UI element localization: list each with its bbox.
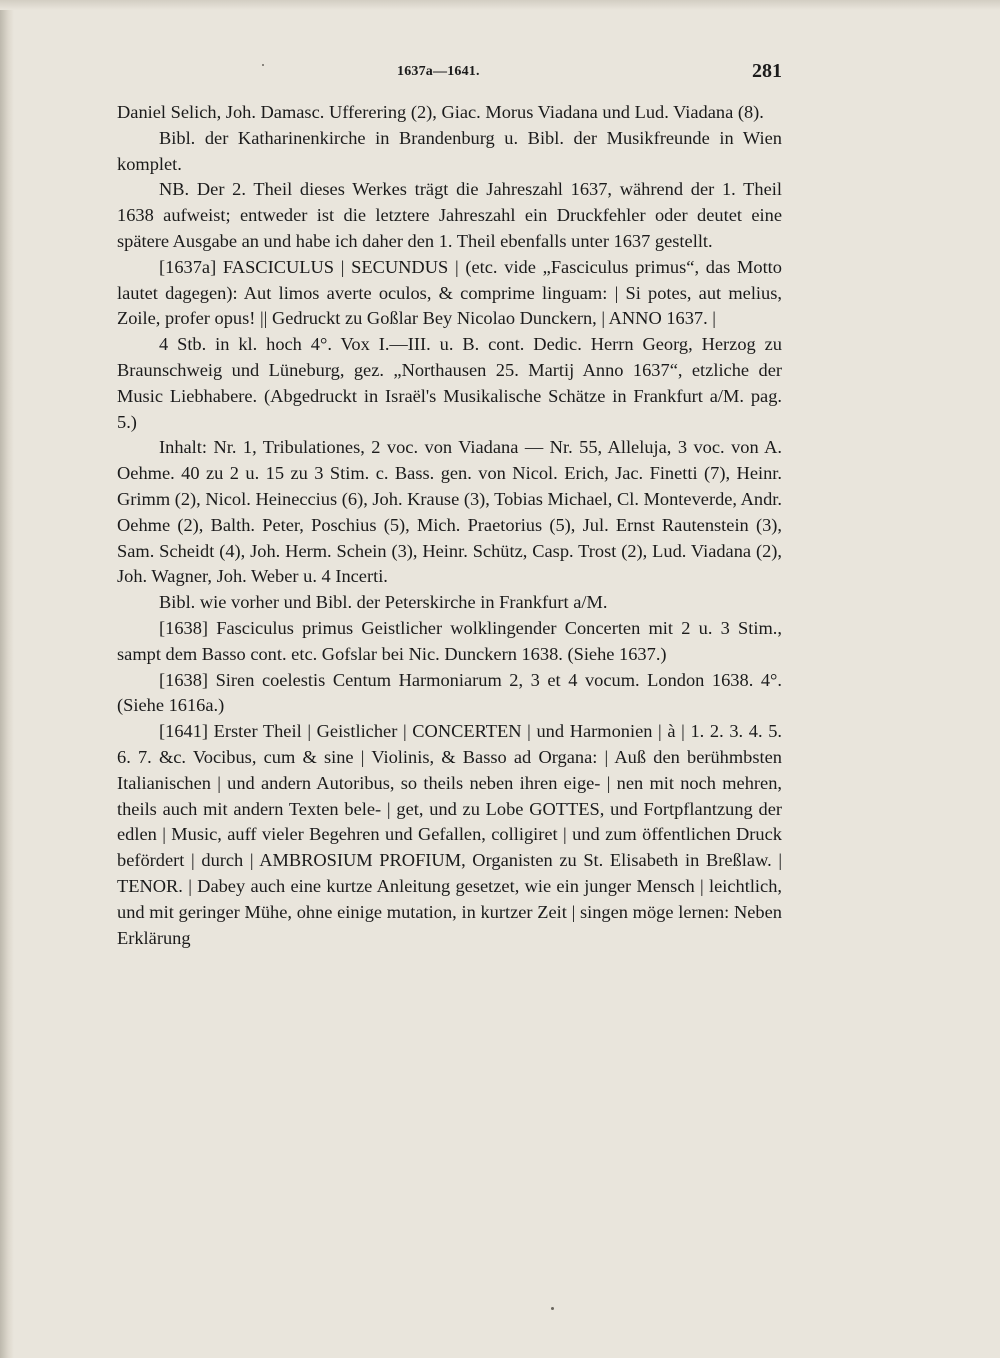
paragraph-contents-1637a: Inhalt: Nr. 1, Tribulationes, 2 voc. von Viadana — Nr. 55, Alleluja, 3 voc. von A. Oehme. 40 zu 2 u. 15 zu 3 Stim. c. Bass. gen. von Nicol. Erich, Jac. Finetti (7), Heinr. Grimm (2), Nicol. Heineccius (6), Joh. Krause (3), Tobias Michael, Cl. Monteverde, Andr. Oehme (2), Balth. Peter, Poschius (5), Mich. Praetorius (5), Jul. Ernst Rautenstein (3), Sam. Scheidt (4), Joh. Herm. Schein (3), Heinr. Schütz, Casp. Trost (2), Lud. Viadana (2), Joh. Wagner, Joh. Weber u. 4 Incerti. (117, 437, 782, 587)
paragraph-composers-continued: Daniel Selich, Joh. Damasc. Ufferering (2), Giac. Morus Viadana und Lud. Viadana (8). (117, 102, 764, 122)
scan-edge-shadow (0, 0, 14, 1358)
page-number: 281 (752, 60, 782, 82)
paragraph-note: NB. Der 2. Theil dieses Werkes trägt die Jahreszahl 1637, während der 1. Theil 1638 aufweist; entweder ist die letztere Jahreszahl ein Druckfehler oder deutet eine spätere Ausgabe an und habe ich daher den 1. Theil ebenfalls unter 1637 gestellt. (117, 179, 782, 251)
page-body (117, 100, 782, 951)
paragraph-entry-1638-siren: [1638] Siren coelestis Centum Harmoniarum 2, 3 et 4 vocum. London 1638. 4°. (Siehe 1616a.) (117, 669, 782, 716)
paragraph-library-holdings: Bibl. der Katharinenkirche in Brandenburg u. Bibl. der Musikfreunde in Wien komplet. (117, 127, 782, 174)
running-head: 1637a—1641. (397, 64, 480, 79)
paragraph-entry-1638-fasciculus: [1638] Fasciculus primus Geistlicher wolklingender Concerten mit 2 u. 3 Stim., sampt dem Basso cont. etc. Gofslar bei Nic. Dunckern 1638. (Siehe 1637.) (117, 617, 782, 664)
book-page (117, 58, 782, 951)
paragraph-entry-1637a: [1637a] FASCICULUS | SECUNDUS | (etc. vide „Fasciculus primus“, das Motto lautet dagegen): Aut limos averte oculos, & comprime linguam: | Si potes, aut melius, Zoile, profer opus! || Gedruckt zu Goßlar Bey Nicolao Dunckern, | ANNO 1637. | (117, 256, 782, 329)
scan-speck (262, 64, 264, 66)
paragraph-entry-1641: [1641] Erster Theil | Geistlicher | CONCERTEN | und Harmonien | à | 1. 2. 3. 4. 5. 6. 7. &c. Vocibus, cum & sine | Violinis, & Basso ad Organa: | Auß den berühmbsten Italianischen | und andern Autoribus, so theils neben ihren eige- | nen mit noch mehren, theils auch mit andern Texten bele- | get, und zu Lobe GOTTES, und Fortpflantzung der edlen | Music, auff vieler Begehren und Gefallen, colligiret | und zum öffentlichen Druck befördert | durch | AMBROSIUM PROFIUM, Organisten zu St. Elisabeth in Breßlaw. | TENOR. | Dabey auch eine kurtze Anleitung gesetzet, wie ein junger Mensch | leichtlich, und mit geringer Mühe, ohne einige mutation, in kurtzer Zeit | singen möge lernen: Neben Erklärung (117, 721, 782, 948)
page-header (117, 58, 782, 88)
paragraph-library-1637a: Bibl. wie vorher und Bibl. der Peterskirche in Frankfurt a/M. (159, 592, 608, 613)
paragraph-format-1637a: 4 Stb. in kl. hoch 4°. Vox I.—III. u. B. cont. Dedic. Herrn Georg, Herzog zu Braunschweig und Lüneburg, gez. „Northausen 25. Martij Anno 1637“, etzliche der Music Liebhabere. (Abgedruckt in Israël's Musikalische Schätze in Frankfurt a/M. pag. 5.) (117, 334, 782, 432)
scan-top-shadow (0, 0, 1000, 10)
scan-speck (551, 1307, 554, 1310)
